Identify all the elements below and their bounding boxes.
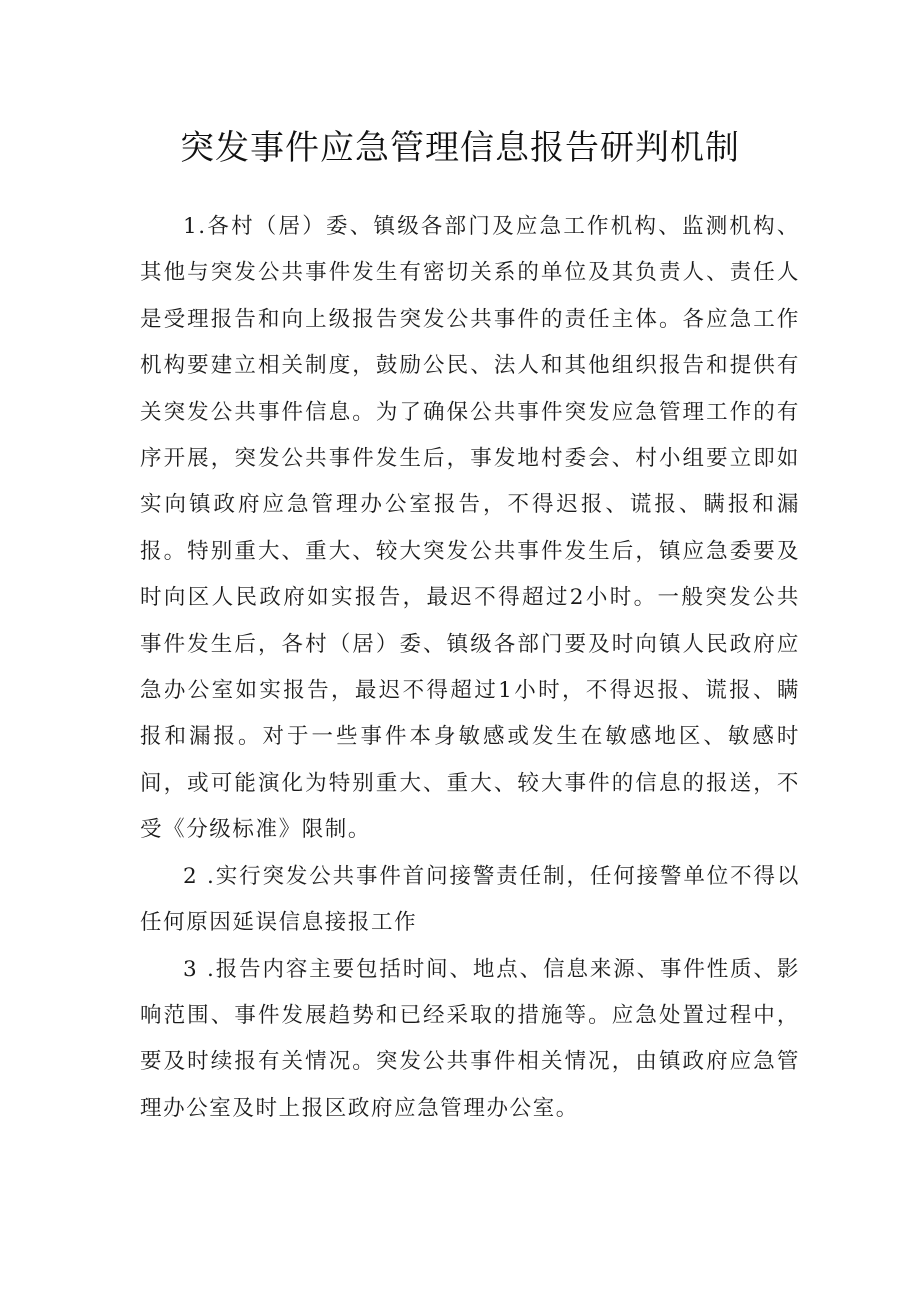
document-title: 突发事件应急管理信息报告研判机制 — [180, 128, 740, 168]
paragraph-3: 3 .报告内容主要包括时间、地点、信息来源、事件性质、影响范围、事件发展趋势和已经采取的措施等。应急处置过程中，要及时续报有关情况。突发公共事件相关情况，由镇政府应急管理办公室及时上报区政府应急管理办公室。 — [140, 956, 800, 1121]
paragraph-2: 2 .实行突发公共事件首问接警责任制，任何接警单位不得以任何原因延误信息接报工作 — [140, 863, 800, 936]
paragraph-1: 1.各村（居）委、镇级各部门及应急工作机构、监测机构、其他与突发公共事件发生有密切关系的单位及其负责人、责任人是受理报告和向上级报告突发公共事件的责任主体。各应急工作机构要建立相关制度，鼓励公民、法人和其他组织报告和提供有关突发公共事件信息。为了确保公共事件突发应急管理工作的有序开展，突发公共事件发生后，事发地村委会、村小组要立即如实向镇政府应急管理办公室报告，不得迟报、谎报、瞒报和漏报。特别重大、重大、较大突发公共事件发生后，镇应急委要及时向区人民政府如实报告，最迟不得超过2小时。一般突发公共事件发生后，各村（居）委、镇级各部门要及时向镇人民政府应急办公室如实报告，最迟不得超过1小时，不得迟报、谎报、瞒报和漏报。对于一些事件本身敏感或发生在敏感地区、敏感时间，或可能演化为特别重大、重大、较大事件的信息的报送，不受《分级标准》限制。 — [140, 214, 800, 843]
document-body — [140, 204, 800, 1132]
